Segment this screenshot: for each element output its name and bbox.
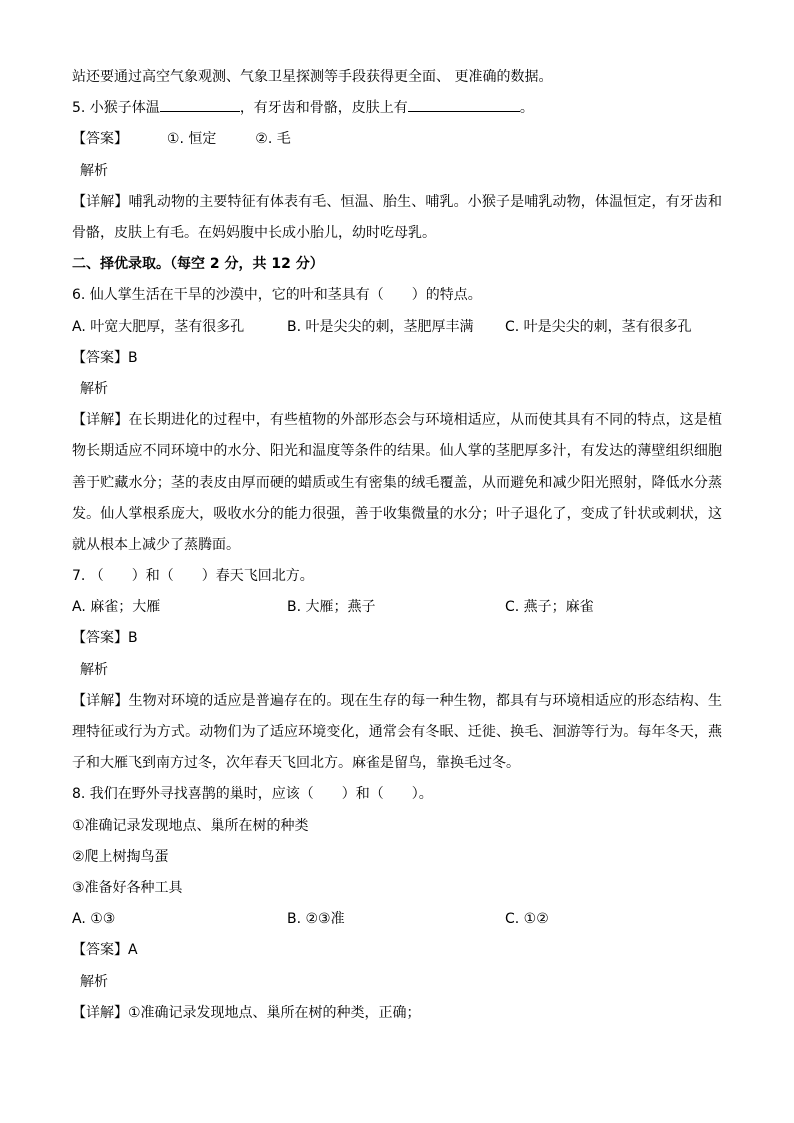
- q7-option-a: A. 麻雀；大雁: [72, 599, 161, 616]
- q5-stem: [72, 93, 722, 124]
- q8-options: [72, 904, 722, 935]
- q7-analysis-label: [72, 655, 722, 686]
- q6-options: [72, 312, 722, 343]
- q5-blank-1: [160, 94, 240, 112]
- q5-prefix: 5. 小猴子体温: [72, 100, 160, 117]
- q6-analysis-label: [72, 374, 722, 405]
- q7-detail-text: 生物对环境的适应是普遍存在的。现在生存的每一种生物，都具有与环境相适应的形态结构、生理特征或行为方式。动物们为了适应环境变化，通常会有冬眠、迁徙、换毛、洄游等行为。每年冬天，燕子和大雁飞到南方过冬，次年春天飞回北方。麻雀是留鸟，靠换毛过冬。: [72, 692, 723, 772]
- q6-option-a: A. 叶宽大肥厚，茎有很多孔: [72, 318, 245, 335]
- q8-item-1: ①准确记录发现地点、巢所在树的种类: [72, 817, 309, 834]
- q8-stem: 8. 我们在野外寻找喜鹊的巢时，应该（ ）和（ ）。: [72, 786, 433, 803]
- analysis-label: 解析: [80, 380, 108, 397]
- q6-answer: 【答案】B: [72, 349, 138, 366]
- q8-item-2: ②爬上树掏鸟蛋: [72, 848, 169, 865]
- q7-detail: [72, 686, 722, 780]
- q5-answer-1: ①. 恒定: [166, 131, 217, 148]
- q7-stem: 7. （ ）和（ ）春天飞回北方。: [72, 568, 314, 585]
- q8-answer: 【答案】A: [72, 942, 138, 959]
- analysis-label: 解析: [80, 661, 108, 678]
- detail-label: 【详解】: [72, 412, 129, 429]
- q7-option-c: C. 燕子；麻雀: [505, 599, 594, 616]
- q5-suffix: 。: [519, 100, 534, 117]
- q5-detail-text: 哺乳动物的主要特征有体表有毛、恒温、胎生、哺乳。小猴子是哺乳动物，体温恒定，有牙齿和骨骼，皮肤上有毛。在妈妈腹中长成小胎儿，幼时吃母乳。: [72, 193, 723, 241]
- q6-option-b: B. 叶是尖尖的刺，茎肥厚丰满: [287, 318, 474, 335]
- q5-analysis-label: [72, 156, 722, 187]
- q7-option-b: B. 大雁；燕子: [287, 599, 376, 616]
- q5-answer: [72, 124, 722, 155]
- q5-middle: ，有牙齿和骨骼，皮肤上有: [239, 100, 408, 117]
- q5-blank-2: [408, 94, 520, 112]
- q6-detail-text: 在长期进化的过程中，有些植物的外部形态会与环境相适应，从而使其具有不同的特点，这是植物长期适应不同环境中的水分、阳光和温度等条件的结果。仙人掌的茎肥厚多汁，有发达的薄壁组织细胞善于贮藏水分；茎的表皮由厚而硬的蜡质或生有密集的绒毛覆盖，从而避免和减少阳光照射，降低水分蒸发。仙人掌根系庞大，吸收水分的能力很强，善于收集微量的水分；叶子退化了，变成了针状或刺状，这就从根本上减少了蒸腾面。: [72, 412, 723, 553]
- q8-option-a: A. ①③: [72, 911, 116, 928]
- q8-detail: [72, 998, 722, 1029]
- q5-detail: [72, 187, 722, 249]
- q8-option-c: C. ①②: [505, 911, 549, 928]
- q8-detail-text: ①准确记录发现地点、巢所在树的种类，正确；: [128, 1004, 421, 1021]
- q8-item-3: ③准备好各种工具: [72, 880, 183, 897]
- q6-stem: 6. 仙人掌生活在干旱的沙漠中，它的叶和茎具有（ ）的特点。: [72, 287, 482, 304]
- q8-option-b: B. ②③准: [287, 911, 345, 928]
- q8-analysis-label: [72, 967, 722, 998]
- detail-label: 【详解】: [72, 1004, 128, 1021]
- detail-label: 【详解】: [72, 692, 129, 709]
- section-2-title: 二、择优录取。（每空 2 分，共 12 分）: [72, 256, 324, 273]
- document-page: [72, 62, 722, 1029]
- answer-label: 【答案】: [72, 131, 128, 148]
- q7-options: [72, 592, 722, 623]
- q6-option-c: C. 叶是尖尖的刺，茎有很多孔: [505, 318, 692, 335]
- q5-answer-2: ②. 毛: [255, 131, 291, 148]
- detail-label: 【详解】: [72, 193, 129, 210]
- intro-line: 站还要通过高空气象观测、气象卫星探测等手段获得更全面、 更准确的数据。: [72, 69, 553, 85]
- q7-answer: 【答案】B: [72, 630, 138, 647]
- analysis-label: 解析: [80, 973, 108, 990]
- q6-detail: [72, 405, 722, 561]
- analysis-label: 解析: [80, 162, 108, 179]
